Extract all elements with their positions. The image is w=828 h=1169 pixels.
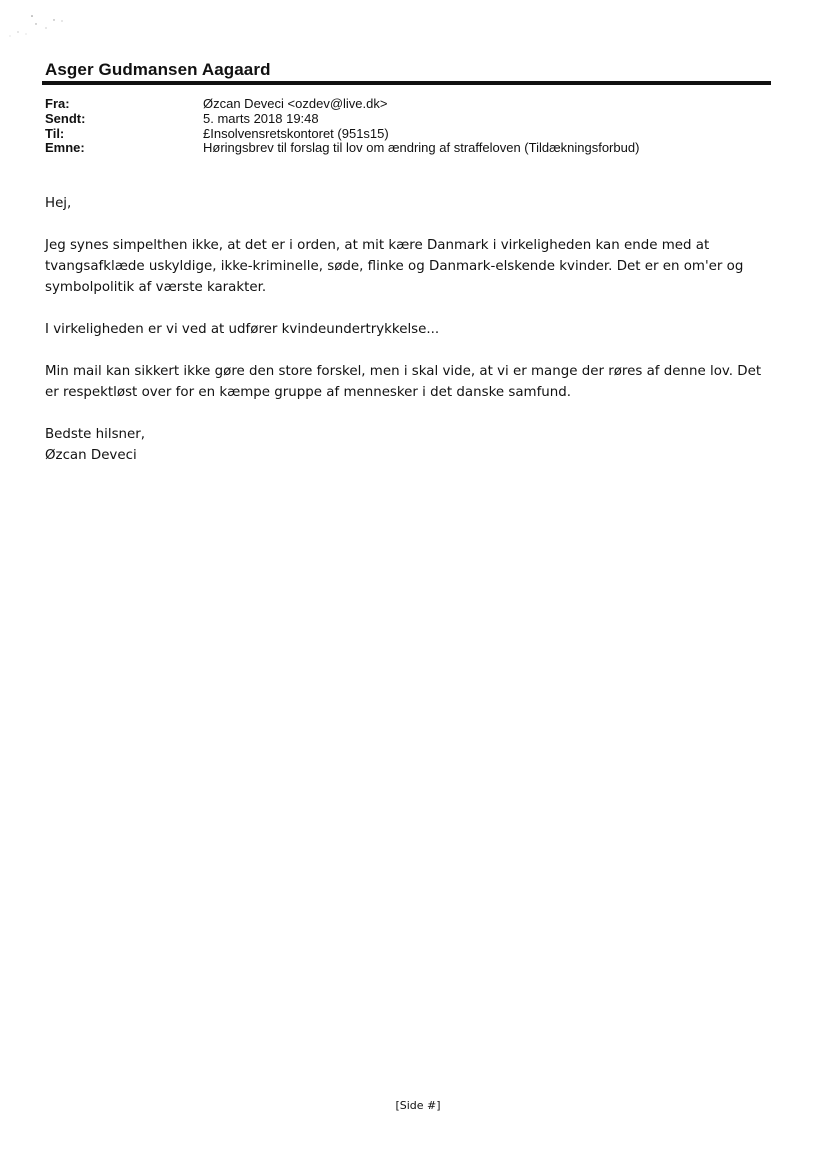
paragraph-1 [45, 235, 780, 298]
from-label: Fra: [45, 96, 70, 111]
paragraph-1-line: tvangsafklæde uskyldige, ikke-kriminelle, søde, flinke og Danmark-elskende kvinder. Det er en om'er og [45, 259, 744, 274]
signature: Øzcan Deveci [45, 448, 137, 463]
paragraph-1-line: symbolpolitik af værste karakter. [45, 280, 267, 295]
paragraph-2: I virkeligheden er vi ved at udfører kvindeundertrykkelse... [45, 322, 440, 337]
paragraph-1-line: Jeg synes simpelthen ikke, at det er i orden, at mit kære Danmark i virkeligheden kan ende med at [45, 238, 710, 253]
from-row [45, 97, 765, 112]
sent-label: Sendt: [45, 110, 86, 126]
mailbox-owner-name: Asger Gudmansen Aagaard [45, 60, 271, 79]
page-number-label: [Side #] [395, 1099, 441, 1112]
subject-value: Høringsbrev til forslag til lov om ændring af straffeloven (Tildækningsforbud) [203, 140, 640, 156]
scan-specks [6, 10, 76, 44]
sent-value: 5. marts 2018 19:48 [203, 110, 319, 126]
page-footer [0, 1099, 828, 1112]
paragraph-3-line: Min mail kan sikkert ikke gøre den store forskel, men i skal vide, at vi er mange der røres af denne lov. Det [45, 364, 762, 379]
paragraph-3 [45, 361, 780, 403]
subject-row [45, 141, 765, 156]
greeting: Hej, [45, 196, 72, 211]
paragraph-3-line: er respektløst over for en kæmpe gruppe af mennesker i det danske samfund. [45, 385, 572, 400]
closing-block [45, 424, 780, 466]
from-value: Øzcan Deveci <ozdev@live.dk> [203, 96, 388, 111]
to-value: £Insolvensretskontoret (951s15) [203, 125, 389, 141]
sent-row [45, 112, 765, 127]
to-row [45, 127, 765, 142]
email-body [45, 193, 780, 487]
closing-greeting: Bedste hilsner, [45, 427, 146, 442]
email-header [45, 97, 765, 156]
to-label: Til: [45, 125, 65, 141]
header-divider [42, 81, 771, 85]
subject-label: Emne: [45, 140, 85, 156]
